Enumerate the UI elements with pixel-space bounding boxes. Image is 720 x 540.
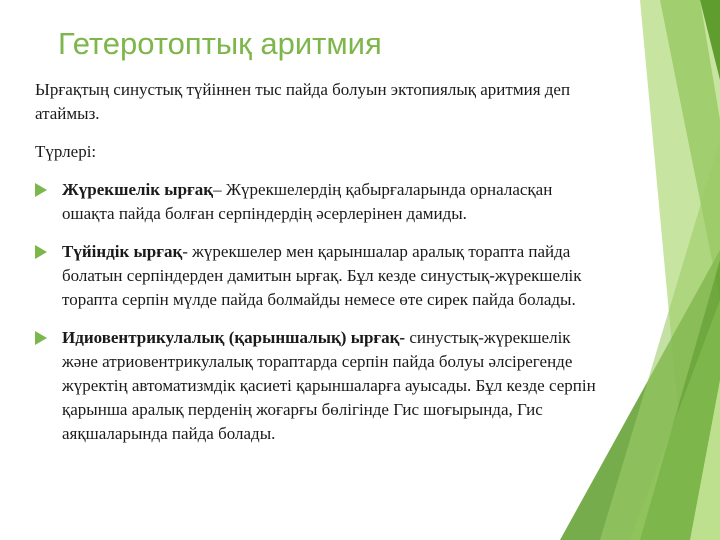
triangle-bullet-icon <box>35 331 47 345</box>
bullet-idioventricular-rhythm <box>35 326 605 446</box>
bullet-text: - жүрекшелер мен қарыншалар аралық торапта пайда болатын серпіндерден дамитын ырғақ. Бұл кезде синустық-жүрекшелік торапта серпін мүлде пайда болмайды немесе өте сирек пайда болады. <box>62 242 582 309</box>
types-label: Түрлері: <box>35 142 97 161</box>
triangle-bullet-icon <box>35 245 47 259</box>
bullet-atrial-rhythm <box>35 178 605 226</box>
bullet-term: Жүрекшелік ырғақ <box>62 180 214 199</box>
intro-paragraph: Ырғақтың синустық түйіннен тыс пайда болуын эктопиялық аритмия деп атаймыз. <box>35 80 571 123</box>
slide-body <box>35 78 605 460</box>
bullet-text: синустық-жүрекшелік және атриовентрикулалық тораптарда серпін пайда болуы әлсірегенде жүректің автоматизмдік қасиеті қарыншаларға ауысады. Бұл кезде серпін қарынша аралық перденің жоғарғы бөлігінде Гис шоғырында, Гис аяқшаларында пайда болады. <box>62 328 596 443</box>
bullet-text: – Жүрекшелердің қабырғаларында орналасқан ошақта пайда болған серпіндердің әсерлерінен дамиды. <box>62 180 553 223</box>
bullet-term: Түйіндік ырғақ <box>62 242 183 261</box>
triangle-bullet-icon <box>35 183 47 197</box>
bullet-nodal-rhythm <box>35 240 605 312</box>
bullet-term: Идиовентрикулалық (қарыншалық) ырғақ- <box>62 328 406 347</box>
slide-title: Гетеротоптық аритмия <box>58 26 382 61</box>
